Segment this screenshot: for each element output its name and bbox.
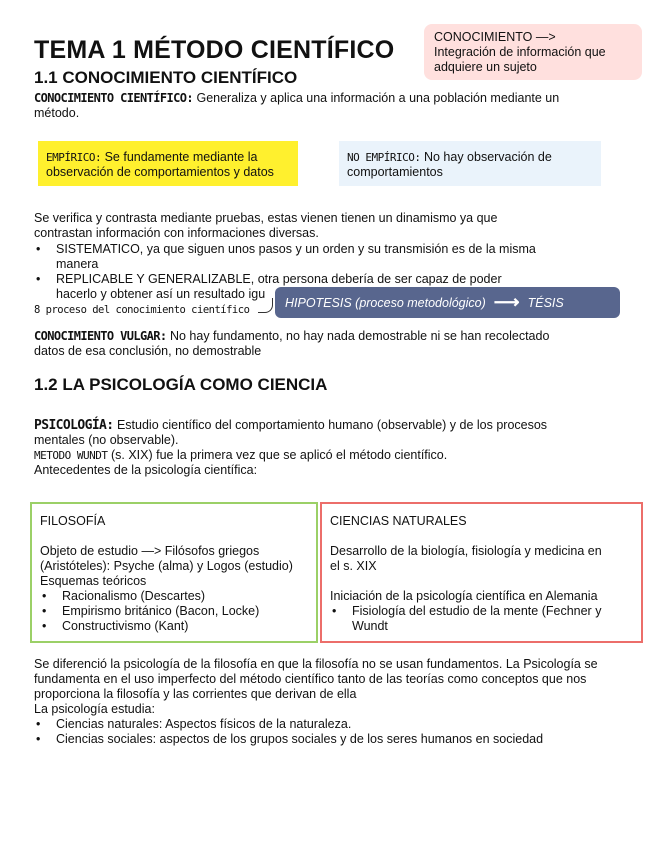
list-item-text: Fisiología del estudio de la mente (Fechner y [352,604,602,618]
term-empirico: EMPÍRICO: [46,151,102,164]
list-item: • Ciencias naturales: Aspectos físicos de la naturaleza. [34,717,644,732]
no-empirico-text: No hay observación de [420,150,552,164]
list-item [330,604,633,634]
list-item: • Empirismo británico (Bacon, Locke) [40,604,308,619]
paragraph-line: La psicología estudia: [34,702,155,716]
paragraph-line: proporciona la filosofía y las corrientes que derivan de ella [34,687,357,701]
box-text: Iniciación de la psicología científica en Alemania [330,589,598,603]
hipotesis-label: HIPOTESIS (proceso metodológico) [285,295,486,310]
list-item: • Racionalismo (Descartes) [40,589,308,604]
definition-text: método. [34,106,80,120]
paragraph-line: fundamenta en el uso imperfecto del método científico tanto de las teorías como conceptos que nos [34,672,587,686]
connector-line [258,298,273,313]
definition-text: datos de esa conclusión, no demostrable [34,344,262,358]
box-text: (Aristóteles): Psyche (alma) y Logos (estudio) [40,559,293,573]
section-heading-1-1: 1.1 CONOCIMIENTO CIENTÍFICO [34,68,298,87]
empirico-text: observación de comportamientos y datos [46,165,274,179]
ciencias-list [330,604,633,634]
box-title: CIENCIAS NATURALES [330,514,467,528]
paragraph-line: Se diferenció la psicología de la filosofía en que la filosofía no se usan fundamentos. La Psicología se [34,657,598,671]
box-text: Esquemas teóricos [40,574,147,588]
note-line: CONOCIMIENTO —> [434,30,556,44]
list-item-text: REPLICABLE Y GENERALIZABLE, otra persona debería de ser capaz de poder [56,272,502,286]
note-conocimiento [424,24,642,80]
note-line: adquiere un sujeto [434,60,537,74]
box-title: FILOSOFÍA [40,514,106,528]
hipotesis-banner [275,287,620,318]
box-text: Desarrollo de la biología, fisiología y medicina en [330,544,602,558]
empirico-box [38,141,298,186]
empirico-text: Se fundamente mediante la [101,150,258,164]
paragraph-line: Se verifica y contrasta mediante pruebas, estas vienen tienen un dinamismo ya que [34,211,498,225]
page-title: TEMA 1 MÉTODO CIENTÍFICO [34,36,395,64]
definition-text: mentales (no observable). [34,433,179,447]
term-psicologia: PSICOLOGÍA: [34,418,114,433]
esquemas-list [40,589,308,634]
term-metodo-wundt: METODO WUNDT [34,449,108,462]
estudia-list [34,717,644,747]
term-conocimiento-cientifico: CONOCIMIENTO CIENTÍFICO: [34,91,193,105]
list-item-text: Wundt [352,619,388,633]
list-item: • Ciencias sociales: aspectos de los grupos sociales y de los seres humanos en sociedad [34,732,644,747]
no-empirico-box [339,141,601,186]
no-empirico-text: comportamientos [347,165,443,179]
definition-psicologia [34,418,634,478]
box-text: Objeto de estudio —> Filósofos griegos [40,544,260,558]
paragraph-text: Antecedentes de la psicología científica: [34,463,258,477]
list-item-text: manera [56,257,99,271]
diferencia-paragraph [34,657,644,747]
paragraph-text: (s. XIX) fue la primera vez que se aplicó el método científico. [107,448,448,462]
definition-text: No hay fundamento, no hay nada demostrable ni se han recolectado [166,329,550,343]
paragraph-line: contrastan información con informaciones diversas. [34,226,319,240]
definition-cientifico [34,91,634,121]
definition-vulgar [34,329,634,359]
filosofia-box [30,502,318,643]
proceso-label: 8 proceso del conocimiento científico [34,304,250,316]
list-item-text: SISTEMATICO, ya que siguen unos pasos y un orden y su transmisión es de la misma [56,242,536,256]
note-line: Integración de información que [434,45,606,59]
ciencias-naturales-box [320,502,643,643]
section-heading-1-2: 1.2 LA PSICOLOGÍA COMO CIENCIA [34,375,328,394]
list-item: • Constructivismo (Kant) [40,619,308,634]
verification-paragraph [34,211,634,241]
box-text: el s. XIX [330,559,377,573]
tesis-label: TÉSIS [527,295,564,310]
arrow-right-icon: ⟶ [493,292,520,312]
definition-text: Generaliza y aplica una información a una población mediante un [193,91,560,105]
list-item-text: hacerlo y obtener así un resultado igu [56,287,266,301]
term-conocimiento-vulgar: CONOCIMIENTO VULGAR: [34,329,167,343]
term-no-empirico: NO EMPÍRICO: [347,151,421,164]
definition-text: Estudio científico del comportamiento humano (observable) y de los procesos [113,418,548,432]
list-item [34,242,634,272]
